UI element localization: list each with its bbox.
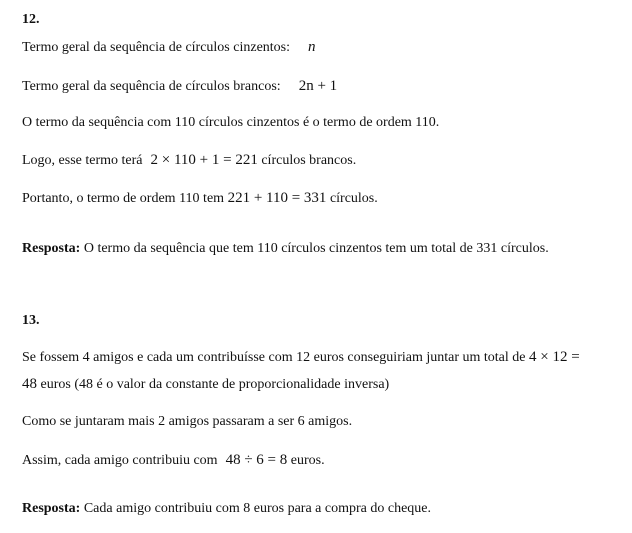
- q12-answer: [22, 240, 549, 258]
- q12-line2-text: Termo geral da sequência de círculos brancos:: [22, 79, 281, 94]
- q13-line4-text: Assim, cada amigo contribuiu com: [22, 453, 218, 468]
- q13-line4-math: 48 ÷ 6 = 8: [225, 452, 288, 468]
- q12-line4-text: Logo, esse termo terá: [22, 153, 143, 168]
- q12-line4-math: 2 × 110 + 1 = 221: [150, 152, 258, 168]
- q13-contribution: [22, 451, 325, 470]
- q13-line1-text: Se fossem 4 amigos e cada um contribuísse com 12 euros conseguiriam juntar um total de: [22, 350, 526, 365]
- q13-answer-label: Resposta:: [22, 501, 81, 516]
- q12-answer-label: Resposta:: [22, 241, 81, 256]
- q13-line2-math: 48: [22, 376, 37, 392]
- q12-line1-text: Termo geral da sequência de círculos cinzentos:: [22, 40, 291, 55]
- q12-line5-math: 221 + 110 = 331: [227, 190, 327, 206]
- q13-more-friends: [22, 413, 352, 431]
- q12-general-term-grey: [22, 38, 316, 57]
- q12-line5-suffix: círculos.: [329, 191, 378, 206]
- q12-order-statement: [22, 114, 439, 132]
- q12-answer-text: O termo da sequência que tem 110 círculos cinzentos tem um total de 331 círculos.: [83, 241, 549, 256]
- q13-premise: [22, 348, 580, 367]
- q12-line3-text: O termo da sequência com 110 círculos cinzentos é o termo de ordem 110.: [22, 115, 440, 130]
- q12-line5-text: Portanto, o termo de ordem 110 tem: [22, 191, 225, 206]
- q13-premise-continued: [22, 375, 389, 394]
- q12-white-count: [22, 151, 356, 170]
- q12-general-term-white: [22, 77, 337, 96]
- q13-line2-text: euros (48 é o valor da constante de proporcionalidade inversa): [40, 377, 390, 392]
- q13-line3-text: Como se juntaram mais 2 amigos passaram a ser 6 amigos.: [22, 414, 353, 429]
- q12-line1-math: n: [308, 39, 316, 55]
- q13-line4-suffix: euros.: [290, 453, 325, 468]
- q13-answer-text: Cada amigo contribuiu com 8 euros para a compra do cheque.: [83, 501, 431, 516]
- q12-line4-suffix: círculos brancos.: [261, 153, 357, 168]
- question-12-number: 12.: [22, 12, 40, 27]
- q13-answer: [22, 500, 431, 518]
- q13-line1-math: 4 × 12 =: [529, 349, 580, 365]
- question-13-number: 13.: [22, 313, 40, 328]
- q12-line2-math: 2n + 1: [298, 78, 338, 94]
- q12-total-count: [22, 189, 378, 208]
